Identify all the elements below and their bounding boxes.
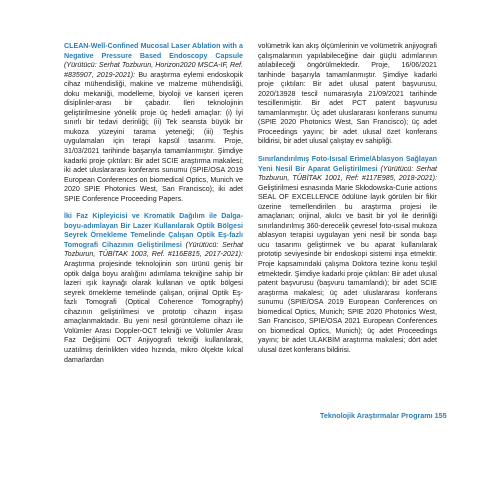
right-column bbox=[258, 42, 437, 364]
project-oct bbox=[64, 212, 243, 365]
project-meta: (Yürütücü: Serhat Tozburun, TÜBİTAK 1001, Ref: #117E985, 2018-2021): bbox=[258, 164, 437, 183]
footer-label: Teknolojik Araştırmalar Programı bbox=[320, 411, 433, 420]
project-meta: (Yürütücü: Serhat Tozburun, Horizon2020 MSCA-IF, Ref. #835907, 2019-2021): bbox=[64, 61, 243, 79]
page-footer bbox=[320, 411, 447, 420]
project-body: Araştırma projesinde teknolojinin son ürünü geniş bir optik dalga boyu aralığını adımlama tekniğine sahip bir lazeri ışık kaynağı olarak kullanan ve optik bölgesi seyrek örnekleme temelinde çalışan, orijinal Optik Eş-fazlı Tomografi (Optical Coherence Tomography) cihazının geliştirilmesi ve prototip cihazın inşası amaçlanmaktadır. Bu yeni nesil görüntüleme cihazı ile Volümler Arası Doppler-OCT tekniği ve Volümler Arası Faz Değişimi OCT Anjiyografi tekniği kullanılarak, uzatılmış derinlikten video hızında, mikro ölçekte kılcal damarlardan bbox=[64, 260, 243, 364]
project-body: volümetrik kan akış ölçümlerinin ve volümetrik anjiyografi çalışmalarının yapılabileceğine dair güçlü adımlarının atılabileceği öngörülmektedir. Proje, 16/06/2021 tarihinde başarıyla tamamlanmıştır. Şimdiye kadarki proje çıktıları: Bir adet ulusal patent başvurusu, 2020/13928 tescil numarasıyla 21/09/2021 tarihinde tescillenmiştir. Bir adet PCT patent başvurusu tamamlanmıştır. Üç adet uluslararası konferans sunumu (SPIE 2020 Photonics West, San Francisco); üç adet Proceedings yayını; bir adet ulusal özet konferans bildirisi, bir adet ulusal çalıştay ev sahipliği. bbox=[258, 42, 437, 146]
project-ablation bbox=[258, 155, 437, 355]
left-column bbox=[64, 42, 243, 373]
project-clean bbox=[64, 42, 243, 204]
project-oct-continued bbox=[258, 42, 437, 147]
project-body: Geliştirilmesi esnasında Marie Skłodowska-Curie actions SEAL OF EXCELLENCE ödülüne layık görülen bir fikir üzerine temellendirilen bu araştırma projesi ile amaçlanan; orijinal, akılcı ve basit bir yol ile derinliği sınırlandırılmış 360-derecelik çevresel foto-ısısal mukoza ablasyon terapisi uygulayan yeni nesil bir sonda başı ucu tasarımı geliştirmek ve bu aparat kullanılarak prototip seviyesinde bir endoskopi sistemi inşa etmektir. Proje kapsamındaki çalışma Doktora tezine konu teşkil etmektedir. Şimdiye kadarki proje çıktıları: Bir adet ulusal patent başvurusu (başvuru tamamlandı); bir adet SCIE araştırma makalesi; üç adet uluslararası konferans sunumu (SPIE/OSA 2019 European Conferences on biomedical Optics, Munich; SPIE 2020 Photonics West, San Francisco, SPIE/OSA 2021 European Conferences on biomedical Optics, Munich); üç adet Proceedings yayını; bir adet ULAKBİM araştırma makalesi; dört adet ulusal özet konferans bildirisi. bbox=[258, 183, 437, 354]
page-number: 155 bbox=[434, 411, 447, 420]
project-title: Sınırlandırılmış Foto-Isısal Erime/Ablasyon Sağlayan Yeni Nesil Bir Aparat Geliştirilmesi bbox=[258, 155, 437, 173]
project-meta: (Yürütücü: Serhat Tozburun, TÜBİTAK 1003, Ref. #116E815, 2017-2021): bbox=[64, 240, 243, 259]
project-title: İki Faz Kipleyicisi ve Kromatik Dağılım ile Dalga-boyu-adımlayan Bir Lazer Kullanılarak Optik Bölgesi Seyrek Örnekleme Temelinde Çalışan Optik Eş-fazlı Tomografi Cihazının Geliştirilmesi bbox=[64, 212, 243, 249]
project-title: CLEAN-Well-Confined Mucosal Laser Ablation with a Negative Pressure Based Endoscopy Capsule bbox=[64, 42, 243, 60]
project-body: Bu araştırma eylemi endoskopik cihaz mühendisliği, makine ve malzeme mühendisliği, doku mekaniği, modelleme, biyoloji ve kanseri içeren disiplinler-arası bir çabadır. İleri teknolojinin geliştirilmesine yönelik proje üç hedefi amaçlar: (i) İyi sınırlı bir tedavi derinliği; (ii) Tek seansta büyük bir mukoza yüzeyini tarama yeteneği; (iii) Teşhis uygulamaları için terapi kapsül tasarımı. Proje, 31/03/2021 tarihinde başarıyla tamamlanmıştır. Şimdiye kadarki proje çıktıları: Bir adet SCIE araştırma makalesi; iki adet uluslararası konferans sunumu (SPIE/OSA 2019 European Conferences on biomedical Optics, Munich ve 2020 SPIE Photonics West, San Francisco); iki adet SPIE Conference Proceeding Papers. bbox=[64, 70, 243, 203]
